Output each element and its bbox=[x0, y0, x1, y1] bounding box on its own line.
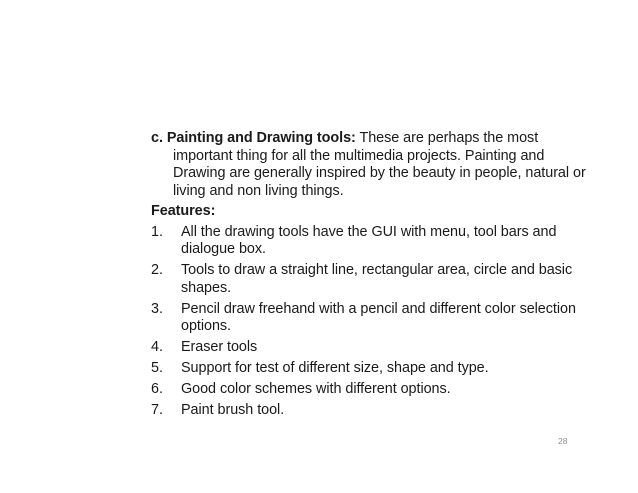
feature-item bbox=[151, 224, 591, 259]
feature-number: 6. bbox=[151, 381, 163, 397]
feature-text: Tools to draw a straight line, rectangular area, circle and basic shapes. bbox=[181, 262, 573, 296]
feature-text: Good color schemes with different options. bbox=[181, 381, 451, 397]
feature-item bbox=[151, 301, 591, 336]
feature-item bbox=[151, 360, 591, 378]
section-body: These are perhaps the most important thing for all the multimedia projects. Painting and Drawing are generally inspired by the beauty in people, natural or living and non living things. bbox=[173, 130, 586, 199]
feature-number: 2. bbox=[151, 262, 163, 278]
section-heading: c. Painting and Drawing tools: bbox=[151, 130, 356, 146]
feature-text: All the drawing tools have the GUI with menu, tool bars and dialogue box. bbox=[181, 223, 557, 257]
feature-number: 5. bbox=[151, 360, 163, 376]
feature-text: Eraser tools bbox=[181, 339, 258, 355]
feature-number: 4. bbox=[151, 339, 163, 355]
feature-number: 3. bbox=[151, 300, 163, 317]
page-number: 28 bbox=[558, 436, 568, 446]
section-paragraph bbox=[151, 130, 591, 200]
feature-item bbox=[151, 339, 591, 357]
feature-item bbox=[151, 262, 591, 297]
slide-content bbox=[151, 130, 591, 423]
feature-text: Paint brush tool. bbox=[181, 402, 285, 418]
features-heading: Features: bbox=[151, 203, 216, 219]
feature-item bbox=[151, 402, 591, 420]
feature-number: 7. bbox=[151, 402, 163, 418]
feature-list bbox=[151, 224, 591, 420]
feature-text: Support for test of different size, shape and type. bbox=[181, 360, 489, 376]
feature-text: Pencil draw freehand with a pencil and different color selection options. bbox=[181, 300, 576, 334]
feature-item bbox=[151, 381, 591, 399]
feature-number: 1. bbox=[151, 223, 163, 240]
